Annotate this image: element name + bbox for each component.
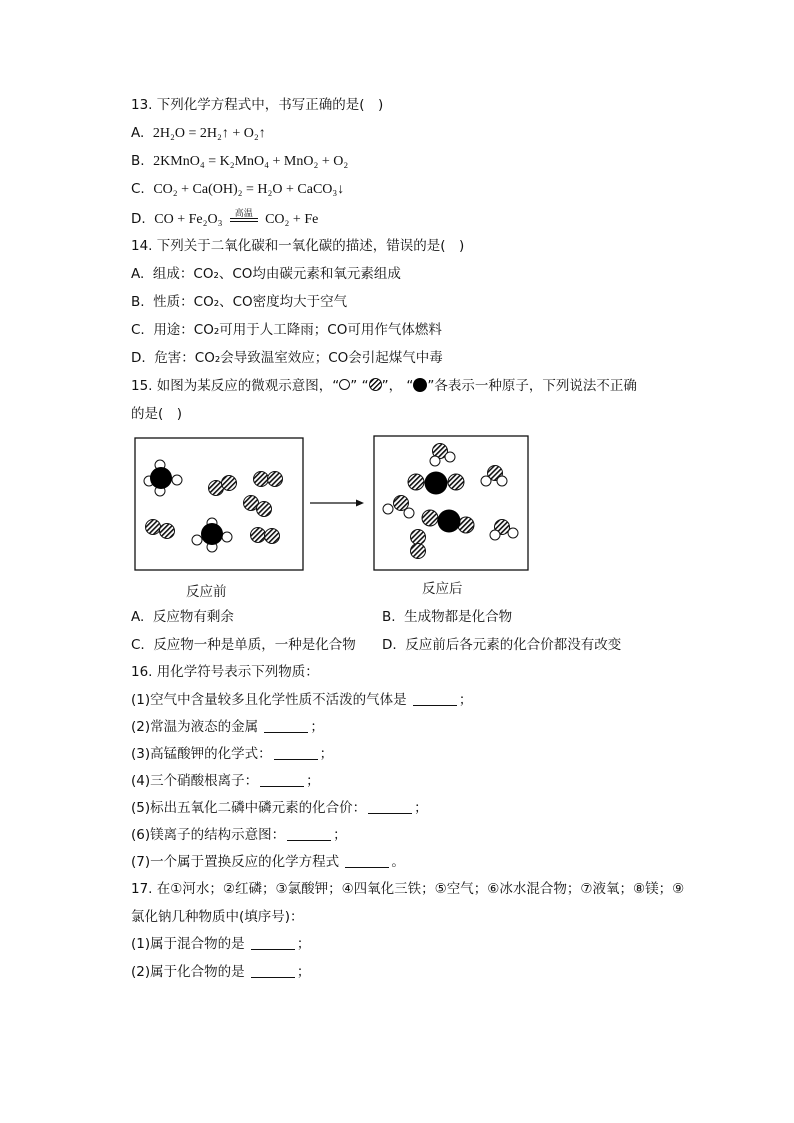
option-label: A. — [131, 609, 145, 625]
quote-open: “ — [406, 378, 414, 394]
q15-stem-line2: 的是( ) — [131, 406, 183, 422]
item-text: (6)镁离子的结构示意图： — [131, 827, 286, 843]
item-text: (7)一个属于置换反应的化学方程式 — [131, 854, 340, 870]
q16-item-2 — [131, 717, 324, 737]
answer-blank[interactable] — [368, 799, 412, 814]
stem-start: 15. 如图为某反应的微观示意图， — [131, 378, 333, 394]
q16-item-3 — [131, 744, 333, 764]
q14-option-d — [131, 348, 443, 368]
equation-left: CO + Fe₂O₃ — [154, 212, 223, 227]
item-text: (2)常温为液态的金属 — [131, 719, 259, 735]
answer-blank[interactable] — [260, 772, 304, 787]
caption-before: 反应前 — [186, 584, 227, 600]
equation: 2KMnO₄ = K₂MnO₄ + MnO₂ + O₂ — [153, 154, 349, 169]
q13-option-b — [131, 151, 348, 172]
item-text: (1)属于混合物的是 — [131, 936, 245, 952]
option-text: 危害：CO₂会导致温室效应；CO会引起煤气中毒 — [154, 350, 443, 366]
q14-option-a — [131, 264, 401, 284]
option-text: 性质：CO₂、CO密度均大于空气 — [153, 294, 348, 310]
q16-item-7 — [131, 852, 405, 872]
option-label: C. — [131, 322, 145, 338]
answer-blank[interactable] — [264, 718, 308, 733]
item-end: ； — [319, 746, 334, 762]
equation-right: CO₂ + Fe — [265, 212, 319, 227]
condition-text: 高温 — [234, 209, 253, 219]
quote-close: ” — [427, 378, 435, 394]
before-box — [135, 438, 303, 570]
item-text: (2)属于化合物的是 — [131, 964, 245, 980]
q16-stem: 16. 用化学符号表示下列物质： — [131, 664, 319, 680]
quote-close: ” — [381, 378, 389, 394]
item-end: ； — [458, 692, 473, 708]
option-text: 反应前后各元素的化合价都没有改变 — [405, 637, 622, 653]
equation: 2H₂O = 2H₂↑ + O₂↑ — [152, 126, 266, 141]
item-text: (3)高锰酸钾的化学式： — [131, 746, 272, 762]
option-text: 反应物一种是单质，一种是化合物 — [153, 637, 356, 653]
answer-blank[interactable] — [251, 935, 295, 950]
option-label: D. — [131, 211, 146, 227]
quote-close: ” — [350, 378, 358, 394]
equation: CO₂ + Ca(OH)₂ = H₂O + CaCO₃↓ — [153, 182, 345, 197]
q14-option-c — [131, 320, 442, 340]
q15-option-a — [131, 607, 234, 627]
q17-item-2 — [131, 962, 310, 982]
q15-option-c — [131, 635, 356, 655]
q13-option-d — [131, 207, 318, 230]
item-end: ； — [296, 936, 311, 952]
q15-stem: 15. 如图为某反应的微观示意图，“ ” “ ”， “ ”各表示一种原子，下列说法不正确 — [131, 378, 637, 394]
q13-option-c — [131, 179, 344, 200]
q17-stem: 17. 在①河水；②红磷；③氯酸钾；④四氧化三铁；⑤空气；⑥冰水混合物；⑦液氧；⑧镁；⑨ — [131, 881, 685, 897]
q17-item-1 — [131, 934, 310, 954]
q16-item-1 — [131, 690, 472, 710]
q17-stem-line2: 氯化钠几种物质中(填序号)： — [131, 909, 304, 925]
option-label: D. — [131, 350, 146, 366]
option-label: B. — [131, 294, 145, 310]
caption-after: 反应后 — [422, 581, 463, 597]
option-text: 组成：CO₂、CO均由碳元素和氧元素组成 — [152, 266, 401, 282]
reaction-condition — [229, 207, 259, 225]
item-end: ； — [333, 827, 347, 843]
option-label: A. — [131, 266, 145, 282]
answer-blank[interactable] — [287, 826, 331, 841]
q13-option-a — [131, 123, 266, 144]
item-end: ； — [306, 773, 320, 789]
q15-option-b — [382, 607, 512, 627]
item-end: 。 — [391, 854, 405, 870]
q14-option-b — [131, 292, 347, 312]
item-end: ； — [310, 719, 324, 735]
item-end: ； — [296, 964, 311, 980]
hatched-atom-icon — [369, 378, 382, 391]
q16-item-5 — [131, 798, 428, 818]
option-label: C. — [131, 181, 145, 197]
answer-blank[interactable] — [274, 745, 318, 760]
q14-stem: 14. 下列关于二氧化碳和一氧化碳的描述，错误的是( ) — [131, 238, 465, 254]
option-label: A. — [131, 125, 145, 141]
option-text: 反应物有剩余 — [152, 609, 234, 625]
option-label: B. — [382, 609, 396, 625]
q13-stem: 13. 下列化学方程式中，书写正确的是( ) — [131, 97, 384, 113]
quote-open: “ — [332, 378, 340, 394]
option-label: D. — [382, 637, 397, 653]
item-end: ； — [414, 800, 428, 816]
q15-option-d — [382, 635, 621, 655]
answer-blank[interactable] — [345, 853, 389, 868]
q16-item-6 — [131, 825, 347, 845]
item-text: (5)标出五氧化二磷中磷元素的化合价： — [131, 800, 367, 816]
q16-item-4 — [131, 771, 320, 791]
option-label: B. — [131, 153, 145, 169]
quote-open: “ — [361, 378, 369, 394]
option-label: C. — [131, 637, 145, 653]
black-atom-icon — [413, 378, 427, 392]
answer-blank[interactable] — [251, 963, 295, 978]
stem-end: 各表示一种原子，下列说法不正确 — [434, 378, 637, 394]
option-text: 生成物都是化合物 — [404, 609, 513, 625]
option-text: 用途：CO₂可用于人工降雨；CO可用作气体燃料 — [153, 322, 442, 338]
answer-blank[interactable] — [413, 691, 457, 706]
item-text: (4)三个硝酸根离子： — [131, 773, 259, 789]
white-atom-icon — [339, 379, 350, 390]
item-text: (1)空气中含量较多且化学性质不活泼的气体是 — [131, 692, 407, 708]
